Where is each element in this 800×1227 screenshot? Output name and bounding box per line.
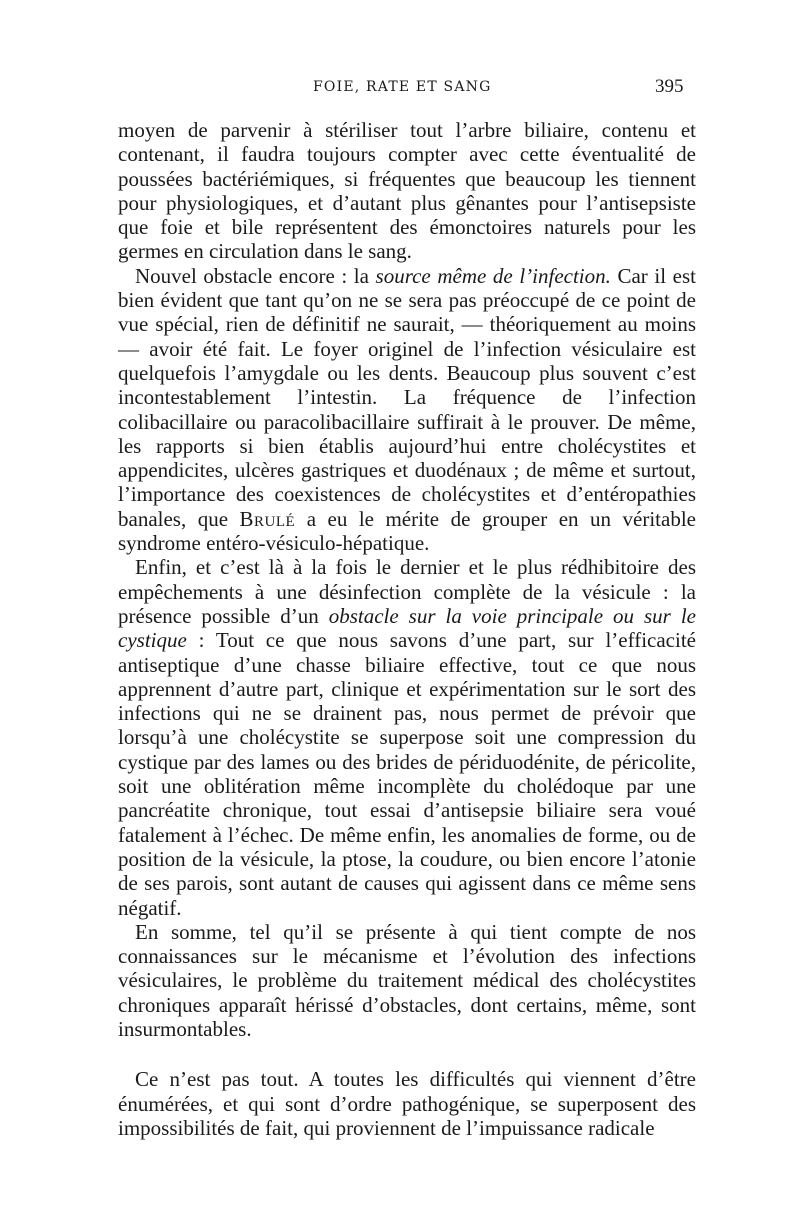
body-text xyxy=(118,118,696,1140)
paragraph-2 xyxy=(118,264,696,556)
paragraph-2-text-end: a eu le mérite de grouper en un véritable syndrome entéro-vésiculo-hépatique. xyxy=(118,506,696,556)
paragraph-3-text-start: Enfin, et c’est là à la fois le dernier et le plus rédhibitoire des empêchements à une désinfection complète de la vésicule : la présence possible d’un xyxy=(118,555,696,628)
page-number: 395 xyxy=(655,76,684,97)
paragraph-5 xyxy=(118,1067,696,1140)
paragraph-2-text-start: Nouvel obstacle encore : la xyxy=(135,263,376,288)
paragraph-1-text: moyen de parvenir à stériliser tout l’arbre biliaire, contenu et contenant, il faudra toujours compter avec cette éventualité de poussées bactériémiques, si fréquentes que beaucoup les tiennent pour physiologiques, et d’autant plus gênantes pour l’antisepsiste que foie et bile représentent des émonctoires naturels pour les germes en circulation dans le sang. xyxy=(118,118,696,264)
paragraph-3-text-end: : Tout ce que nous savons d’une part, sur l’efficacité antiseptique d’une chasse biliaire effective, tout ce que nous apprennent d’autre part, clinique et expérimentation sur le sort des infections qui ne se drainent pas, nous permet de prévoir que lorsqu’à une cholécystite se superpose soit une compression du cystique par des lames ou des brides de périduodénite, de péricolite, soit une oblitération même incomplète du cholédoque par une pancréatite chronique, tout essai d’antisepsie biliaire sera voué fatalement à l’échec. De même enfin, les anomalies de forme, ou de position de la vésicule, la ptose, la coudure, ou bien encore l’atonie de ses parois, sont autant de causes qui agissent dans ce même sens négatif. xyxy=(118,628,696,920)
running-title: FOIE, RATE ET SANG xyxy=(313,79,492,95)
paragraph-1 xyxy=(118,118,696,264)
paragraph-3-italic-phrase: obstacle sur la voie principale ou sur le cystique xyxy=(118,603,696,653)
paragraph-2-text-middle: Car il est bien évident que tant qu’on ne se sera pas préoccupé de ce point de vue spécial, rien de définitif ne saurait, — théoriquement au moins — avoir été fait. Le foyer originel de l’infection vésiculaire est quelquefois l’amygdale ou les dents. Beaucoup plus souvent c’est incontestablement l’intestin. La fréquence de l’infection colibacillaire ou paracolibacillaire suffirait à le prouver. De même, les rapports si bien établis aujourd’hui entre cholécystites et appendicites, ulcères gastriques et duodénaux ; de même et surtout, l’importance des coexistences de cholécystites et d’entéropathies banales, que xyxy=(118,263,696,531)
author-name-brule: Brulé xyxy=(239,506,296,531)
paragraph-5-text: Ce n’est pas tout. A toutes les difficultés qui viennent d’être énumérées, et qui sont d’ordre pathogénique, se superposent des impossibilités de fait, qui proviennent de l’impuissance radicale xyxy=(118,1067,696,1140)
paragraph-2-italic-phrase: source même de l’infection. xyxy=(375,263,611,288)
paragraph-3 xyxy=(118,555,696,919)
paragraph-4-text: En somme, tel qu’il se présente à qui tient compte de nos connaissances sur le mécanisme et l’évolution des infections vésiculaires, le problème du traitement médical des cholécystites chroniques apparaît hérissé d’obstacles, dont certains, même, sont insurmontables. xyxy=(118,919,696,1041)
paragraph-4 xyxy=(118,920,696,1041)
